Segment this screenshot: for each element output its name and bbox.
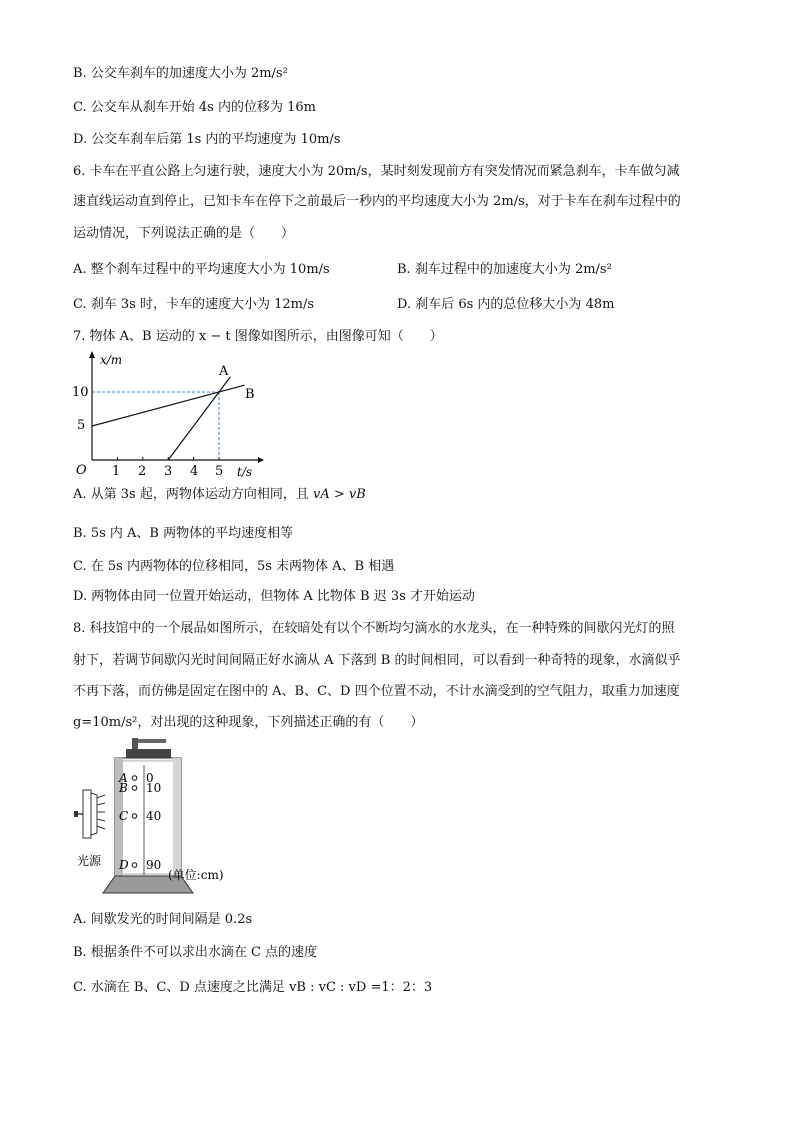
y-axis-label: x/m	[100, 353, 123, 367]
light-source-label: 光源	[77, 854, 102, 868]
q7-option-d: D. 两物体由同一位置开始运动，但物体 A 比物体 B 迟 3s 才开始运动	[73, 589, 475, 604]
x-tick-label-1: 1	[112, 464, 121, 478]
point-d-label: D	[119, 858, 129, 872]
light-source-plug	[74, 811, 78, 817]
q8-stem-line-2: 射下，若调节间歇闪光时间间隔正好水滴从 A 下落到 B 的时间相同，可以看到一种奇特的现象，水滴似乎	[73, 653, 681, 668]
scale-label-90: 90	[146, 858, 162, 872]
q7-option-c: C. 在 5s 内两物体的位移相同，5s 末两物体 A、B 相遇	[73, 559, 395, 574]
x-tick-label-3: 3	[164, 464, 173, 478]
x-tick-label-5: 5	[215, 464, 224, 478]
light-source-rays	[91, 793, 105, 835]
unit-label: (单位:cm)	[168, 868, 224, 882]
point-c-label: C	[119, 809, 129, 823]
q7-stem: 7. 物体 A、B 运动的 x − t 图像如图所示，由图像可知（ ）	[73, 329, 443, 344]
point-a-label: A	[119, 771, 128, 785]
point-b-label: B	[119, 781, 128, 795]
series-a-label: A	[219, 364, 229, 379]
q5-option-d: D. 公交车刹车后第 1s 内的平均速度为 10m/s	[73, 132, 341, 147]
scale-label-0: 0	[146, 771, 154, 785]
q8-stem-line-4: g=10m/s²，对出现的这种现象，下列描述正确的有（ ）	[73, 715, 424, 730]
faucet-pipe	[138, 739, 166, 743]
q6-stem-line-3: 运动情况，下列说法正确的是（ ）	[73, 226, 295, 241]
drip-apparatus-figure	[70, 735, 250, 905]
q6-stem-line-1: 6. 卡车在平直公路上匀速行驶，速度大小为 20m/s，某时刻发现前方有突发情况而紧急刹车，卡车做匀减	[73, 164, 680, 179]
q8-stem-line-3: 不再下落，而仿佛是固定在图中的 A、B、C、D 四个位置不动，不计水滴受到的空气阻力，取重力加速度	[73, 684, 680, 699]
q6-stem-line-2: 速直线运动直到停止，已知卡车在停下之前最后一秒内的平均速度大小为 2m/s，对于卡车在刹车过程中的	[73, 194, 681, 209]
q6-option-c: C. 刹车 3s 时，卡车的速度大小为 12m/s	[73, 297, 315, 312]
q8-stem-line-1: 8. 科技馆中的一个展品如图所示，在较暗处有以个不断均匀滴水的水龙头，在一种特殊的间歇闪光灯的照	[73, 621, 675, 636]
series-a-line	[168, 377, 230, 460]
scale-label-40: 40	[146, 809, 162, 823]
series-b-line	[92, 385, 244, 426]
q7-option-a	[73, 486, 366, 504]
xt-graph	[70, 348, 270, 478]
x-tick-label-2: 2	[138, 464, 147, 478]
q5-option-b: B. 公交车刹车的加速度大小为 2m/s²	[73, 66, 288, 81]
scale-label-10: 10	[146, 781, 162, 795]
q6-option-b: B. 刹车过程中的加速度大小为 2m/s²	[397, 262, 612, 277]
q6-option-d: D. 刹车后 6s 内的总位移大小为 48m	[397, 297, 615, 312]
q7-option-b: B. 5s 内 A、B 两物体的平均速度相等	[73, 526, 294, 541]
series-b-label: B	[245, 387, 255, 402]
tube-shade-right	[173, 758, 181, 876]
q8-option-b: B. 根据条件不可以求出水滴在 C 点的速度	[73, 945, 318, 960]
x-axis-label: t/s	[237, 465, 253, 478]
faucet-cap	[126, 749, 171, 758]
x-tick-label-4: 4	[190, 464, 199, 478]
faucet-stem	[132, 738, 138, 750]
q7-option-a-formula: vA > vB	[313, 487, 366, 502]
q8-option-a: A. 间歇发光的时间间隔是 0.2s	[73, 912, 253, 927]
x-axis-arrow	[258, 457, 264, 463]
q6-option-a: A. 整个刹车过程中的平均速度大小为 10m/s	[73, 262, 330, 277]
q7-option-a-text: A. 从第 3s 起，两物体运动方向相同，且	[73, 487, 313, 502]
y-axis-arrow	[89, 351, 95, 358]
origin-label: O	[76, 463, 87, 478]
y-tick-label-10: 10	[72, 385, 89, 400]
q8-option-c: C. 水滴在 B、C、D 点速度之比满足 vB : vC : vD =1：2：3	[73, 980, 433, 995]
light-source-housing	[83, 790, 91, 838]
y-tick-label-5: 5	[77, 418, 86, 433]
q5-option-c: C. 公交车从刹车开始 4s 内的位移为 16m	[73, 100, 316, 115]
